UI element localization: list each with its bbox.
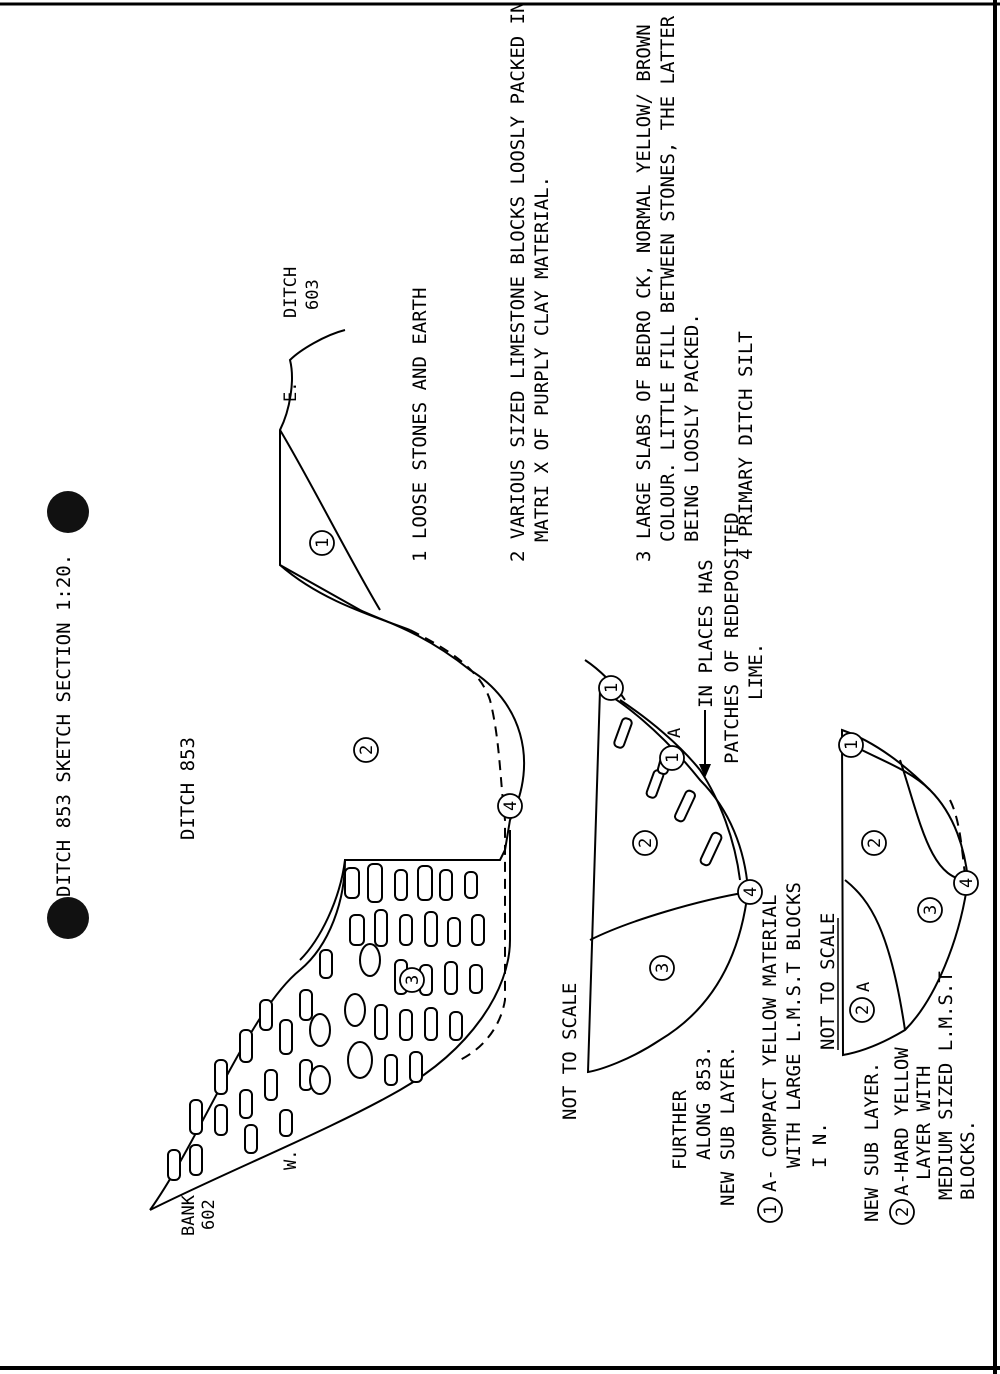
legend-item-3-line3: BEING LOOSLY PACKED. (681, 313, 703, 542)
further-line3: NEW SUB LAYER. (717, 1045, 739, 1206)
s2-layer-3-number: 3 (653, 962, 673, 973)
s2-layer-2-number: 2 (636, 837, 656, 848)
stone (418, 866, 432, 900)
stone (445, 962, 457, 994)
stone (240, 1090, 252, 1118)
section-3 (817, 730, 979, 1224)
ditch-603-label-line1: DITCH (281, 266, 301, 318)
annotation-line2: PATCHES OF REDEPOSITED (721, 512, 743, 764)
s3-not-to-scale: NOT TO SCALE (817, 912, 839, 1050)
s2-sub-layer-number: 1 (761, 1204, 781, 1215)
stone (400, 915, 412, 945)
main-section (150, 267, 524, 1236)
main-layer-4-number: 4 (501, 800, 521, 811)
s3-sub-line3: MEDIUM SIZED L.M.S.T (935, 971, 957, 1200)
page-title: DITCH 853 SKETCH SECTION 1:20. (53, 553, 75, 897)
s3-new-sub: NEW SUB LAYER. (861, 1061, 883, 1222)
sub-layer-line1: A- COMPACT YELLOW MATERIAL (759, 894, 781, 1192)
stone (190, 1100, 202, 1134)
stone (360, 944, 380, 976)
stone (260, 1000, 272, 1030)
stone (320, 950, 332, 978)
main-layer-1-number: 1 (313, 537, 333, 548)
stone (240, 1030, 252, 1062)
stone (345, 994, 365, 1026)
east-label: E. (281, 381, 301, 402)
stone (395, 870, 407, 900)
stone (440, 870, 452, 900)
s3-layer-1-number: 1 (842, 739, 862, 750)
bank-label-line2: 602 (199, 1199, 219, 1230)
ditch-853-label: DITCH 853 (177, 737, 199, 840)
s3-layer-2-number: 2 (865, 837, 885, 848)
further-line2: ALONG 853. (693, 1045, 715, 1160)
sub-layer-line2: WITH LARGE L.M.S.T BLOCKS (783, 882, 805, 1168)
stone (472, 915, 484, 945)
s3-layer-3-number: 3 (921, 904, 941, 915)
s2-layer-1-number: 1 (602, 682, 622, 693)
s3-sub-line2: LAYER WITH (913, 1065, 935, 1180)
stone (368, 864, 382, 902)
s3-layer-2a-number: 2 (853, 1004, 873, 1015)
section-3-layer-1 (852, 745, 930, 790)
sub-layer-line3: I N. (809, 1122, 831, 1168)
stone (350, 915, 364, 945)
punch-hole-top (47, 491, 89, 533)
s2-layer-4-number: 4 (741, 886, 761, 897)
section-2 (559, 512, 831, 1222)
legend-item-3-line1: 3 LARGE SLABS OF BEDRO CK, NORMAL YELLOW/ BROWN (633, 24, 655, 562)
stone (465, 872, 477, 898)
annotation-line3: LIME. (745, 642, 767, 700)
stone (345, 868, 359, 898)
annotation-line1: IN PLACES HAS (695, 559, 717, 708)
legend-item-2-line2: MATRI X OF PURPLY CLAY MATERIAL. (531, 175, 553, 542)
stone (425, 1008, 437, 1040)
section-2-layer-3 (590, 892, 748, 940)
stone (425, 912, 437, 946)
ditch-603-label-line2: 603 (303, 279, 323, 310)
stone (310, 1066, 330, 1094)
stone (375, 1005, 387, 1039)
stone (400, 1010, 412, 1040)
legend-item-3-line2: COLOUR. LITTLE FILL BETWEEN STONES, THE LATTER (657, 15, 679, 542)
stone (280, 1020, 292, 1054)
stone (300, 990, 312, 1020)
stone (450, 1012, 462, 1040)
west-label: W. (281, 1149, 301, 1170)
stone (613, 717, 633, 749)
legend-item-2-line1: 2 VARIOUS SIZED LIMESTONE BLOCKS LOOSLY PACKED IN (507, 1, 529, 562)
s2-not-to-scale: NOT TO SCALE (559, 982, 581, 1120)
section-2-blocks (613, 717, 723, 866)
s2-label-A: A (665, 727, 685, 738)
stone (674, 789, 697, 822)
legend-item-4: 4 PRIMARY DITCH SILT (735, 331, 757, 560)
bank-label-line1: BANK (179, 1195, 199, 1236)
further-line1: FURTHER (669, 1089, 691, 1170)
stone (348, 1042, 372, 1078)
s3-label-A: A (854, 981, 874, 992)
stone (265, 1070, 277, 1100)
stone (699, 831, 722, 866)
s3-sub-line1: A-HARD YELLOW (891, 1047, 913, 1196)
limestone-blocks (168, 864, 484, 1180)
s3-sub-line4: BLOCKS. (957, 1119, 979, 1200)
stone (410, 1052, 422, 1082)
stone (448, 918, 460, 946)
main-profile-outline (150, 330, 524, 1210)
stone (215, 1060, 227, 1094)
punch-hole-bottom (47, 897, 89, 939)
legend-item-1: 1 LOOSE STONES AND EARTH (409, 287, 431, 562)
main-layer-3-number: 3 (403, 974, 423, 985)
stone (280, 1110, 292, 1136)
section-3-silt (950, 800, 965, 875)
stone (310, 1014, 330, 1046)
stone (190, 1145, 202, 1175)
stone (168, 1150, 180, 1180)
legend (409, 1, 757, 562)
layer-2-boundary (280, 565, 410, 630)
stone (215, 1105, 227, 1135)
layer-1-boundary (280, 430, 380, 610)
stone (385, 1055, 397, 1085)
s3-layer-4-number: 4 (957, 877, 977, 888)
s2-layer-1a-number: 1 (663, 752, 683, 763)
s3-sub-number: 2 (893, 1206, 913, 1217)
stone (470, 965, 482, 993)
stone (375, 910, 387, 946)
main-layer-2-number: 2 (357, 744, 377, 755)
stone (245, 1125, 257, 1153)
